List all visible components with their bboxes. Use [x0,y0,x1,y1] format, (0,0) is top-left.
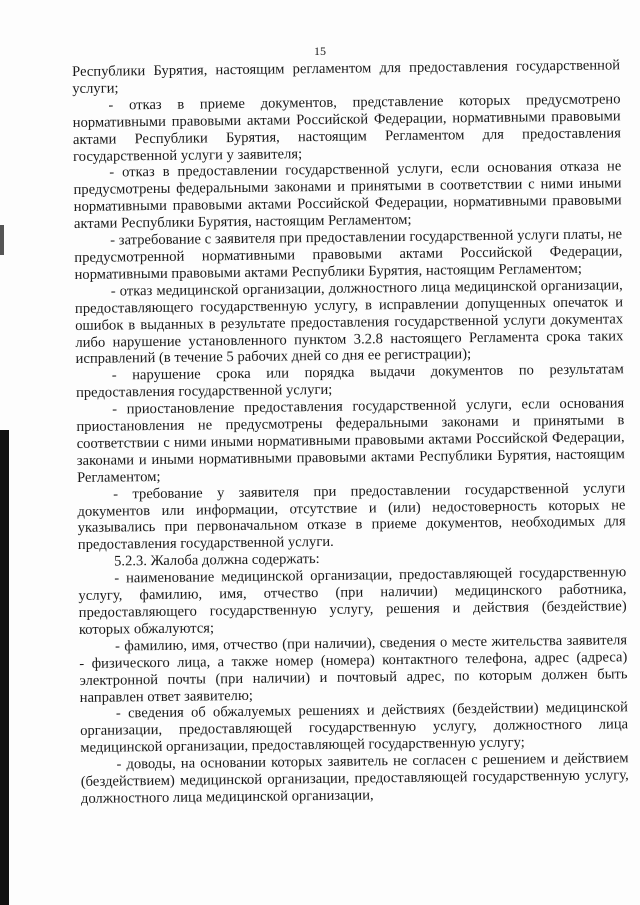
section-heading-5-2-3: 5.2.3. Жалоба должна содержать: [113,551,320,570]
paragraph-continuation: Республики Бурятия, настоящим регламентом для предоставления государственной услуги; [72,57,621,97]
paragraph-refusal-service: - отказ в предоставлении государственной услуги, если основания отказа не предусмотрены федеральными законами и принятыми в соответствии с ними иными нормативными правовыми актами Российской Федерации, нормативными правовыми актами Республики Бурятия, настоящим Регламентом; [73,158,622,233]
paragraph-refusal-documents: - отказ в приеме документов, представление которых предусмотрено нормативными правовыми актами Российской Федерации, нормативными правовыми актами Республики Бурятия, настоящим Регламентом для предоставления государственной услуги у заявителя; [72,91,621,165]
paragraph-deadline-violation: - нарушение срока или порядка выдачи документов по результатам предоставления государственной услуги; [75,361,624,402]
paragraph-correction-refusal: - отказ медицинской организации, должностного лица медицинской организации, предоставляющего государственную услугу, в исправлении допущенных опечаток и ошибок в выданных в результате предоставления государственной услуги документах либо нарушение установленного пунктом 3.2.8 настоящего Регламента срока таких исправлений (в течение 5 рабочих дней со дня ее регистрации); [74,277,624,368]
document-body [72,57,629,808]
page-number: 15 [314,44,326,58]
paragraph-document-demand: - требование у заявителя при предоставлении государственной услуги документов или информации, отсутствие и (или) недостоверность которых не указывались при первоначальном отказе в приеме документов, необходимых для предоставления государственной услуги. [77,479,626,554]
paragraph-appealed-decisions: - сведения об обжалуемых решениях и действиях (бездействии) медицинской организации, предоставляющей государственную услугу, должностного лица медицинской организации, предоставляющей государственную услугу; [80,699,629,757]
paragraph-organization-name: - наименование медицинской организации, предоставляющей государственную услугу, фамилию, имя, отчество (при наличии) медицинского работника, предоставляющего государственную услугу, решения и действия (бездействие) которых обжалуются; [78,564,627,638]
paragraph-arguments: - доводы, на основании которых заявитель не согласен с решением и действием (бездействием) медицинской организации, предоставляющей государственную услугу, должностного лица медицинской организации, [80,750,629,807]
paragraph-suspension: - приостановление предоставления государственной услуги, если основания приостановления не предусмотрены федеральными законами и принятыми в соответствии с ними иными нормативными правовыми актами Российской Федерации, законами и иными нормативными правовыми актами Республики Бурятия, настоящим Регламентом; [76,395,625,486]
paragraph-applicant-details: - фамилию, имя, отчество (при наличии), сведения о месте жительства заявителя - физического лица, а также номер (номера) контактного телефона, адрес (адреса) электронной почты (при наличии) и почтовый адрес, по которым должен быть направлен ответ заявителю; [79,632,628,706]
scan-artifact [0,225,4,255]
paragraph-payment-demand: - затребование с заявителя при предоставлении государственной услуги платы, не предусмотренной нормативными правовыми актами Российской Федерации, нормативными правовыми актами Республики Бурятия, настоящим Регламентом; [74,226,623,283]
scan-edge-shadow [0,430,9,905]
